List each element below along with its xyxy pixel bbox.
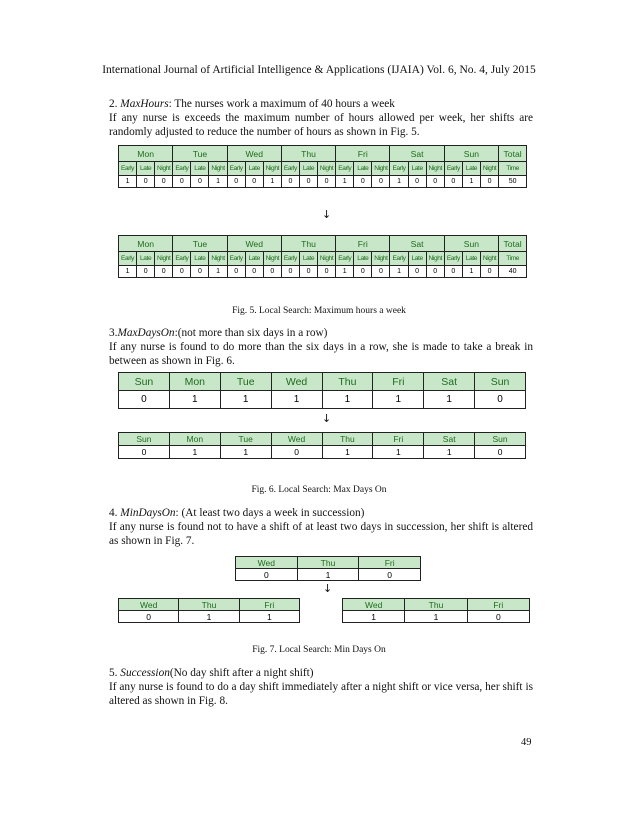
section-number: 3.	[109, 327, 118, 339]
shift-value: 0	[444, 266, 462, 278]
day-header: Fri	[359, 557, 421, 569]
day-header: Thu	[297, 557, 359, 569]
shift-header: Late	[354, 252, 372, 266]
shift-value: 0	[155, 176, 173, 188]
day-header: Fri	[373, 373, 424, 391]
total-header: Total	[499, 236, 527, 252]
section-mindayson	[109, 506, 533, 548]
section-name: MinDaysOn	[120, 507, 176, 519]
shift-header: Night	[209, 252, 227, 266]
day-header: Sun	[475, 433, 526, 446]
day-value: 1	[373, 391, 424, 409]
shift-header: Night	[426, 252, 444, 266]
shift-header: Night	[318, 252, 336, 266]
day-header: Thu	[322, 433, 373, 446]
time-header: Time	[499, 162, 527, 176]
day-value: 1	[169, 446, 220, 459]
shift-header: Late	[354, 162, 372, 176]
day-header: Wed	[227, 146, 281, 162]
day-header: Mon	[119, 146, 173, 162]
day-header: Tue	[220, 433, 271, 446]
shift-header: Night	[372, 252, 390, 266]
day-value: 1	[405, 611, 467, 623]
total-value: 50	[499, 176, 527, 188]
day-header: Sun	[119, 433, 170, 446]
day-value: 0	[475, 391, 526, 409]
shift-value: 0	[191, 176, 209, 188]
shift-header: Late	[137, 252, 155, 266]
day-header: Sun	[475, 373, 526, 391]
shift-value: 0	[354, 176, 372, 188]
day-header: Fri	[336, 236, 390, 252]
fig5-caption: Fig. 5. Local Search: Maximum hours a week	[232, 306, 406, 316]
day-header: Wed	[271, 433, 322, 446]
section-number: 5.	[109, 667, 121, 679]
section-number: 2.	[109, 98, 121, 110]
shift-header: Early	[173, 162, 191, 176]
day-header: Wed	[119, 599, 179, 611]
day-value: 0	[119, 611, 179, 623]
day-header: Thu	[281, 236, 335, 252]
shift-value: 0	[480, 176, 498, 188]
section-number: 4.	[109, 507, 121, 519]
shift-value: 0	[263, 266, 281, 278]
shift-value: 1	[336, 266, 354, 278]
shift-value: 0	[281, 176, 299, 188]
shift-header: Night	[318, 162, 336, 176]
shift-value: 1	[209, 176, 227, 188]
shift-value: 0	[191, 266, 209, 278]
day-header: Thu	[179, 599, 239, 611]
day-header: Wed	[343, 599, 405, 611]
fig7-arrow: ↓	[323, 582, 333, 595]
day-header: Sun	[444, 146, 498, 162]
shift-value: 0	[299, 176, 317, 188]
day-value: 1	[220, 446, 271, 459]
total-value: 40	[499, 266, 527, 278]
shift-header: Early	[444, 252, 462, 266]
shift-header: Late	[408, 162, 426, 176]
section-maxdayson-title	[109, 326, 533, 340]
shift-header: Late	[191, 162, 209, 176]
shift-value: 0	[173, 176, 191, 188]
section-maxdayson	[109, 326, 533, 368]
section-mindayson-title	[109, 506, 533, 520]
fig5-arrow: ↓	[322, 208, 332, 221]
shift-header: Night	[372, 162, 390, 176]
day-header: Wed	[236, 557, 298, 569]
day-value: 1	[239, 611, 299, 623]
shift-header: Early	[444, 162, 462, 176]
shift-value: 0	[245, 176, 263, 188]
day-header: Thu	[281, 146, 335, 162]
day-value: 0	[467, 611, 529, 623]
shift-value: 0	[354, 266, 372, 278]
shift-header: Early	[173, 252, 191, 266]
section-maxhours-body: If any nurse is exceeds the maximum number of hours allowed per week, her shifts are randomly adjusted to reduce the number of hours as shown in Fig. 5.	[109, 112, 533, 138]
day-value: 1	[179, 611, 239, 623]
shift-value: 0	[408, 266, 426, 278]
section-title-rest: : The nurses work a maximum of 40 hours a week	[168, 98, 395, 110]
shift-value: 1	[119, 266, 137, 278]
shift-value: 0	[281, 266, 299, 278]
day-value: 0	[271, 446, 322, 459]
shift-value: 0	[318, 266, 336, 278]
day-header: Sat	[390, 146, 444, 162]
fig5-table-before	[118, 145, 527, 188]
shift-header: Early	[336, 162, 354, 176]
shift-value: 0	[318, 176, 336, 188]
day-value: 1	[373, 446, 424, 459]
total-header: Total	[499, 146, 527, 162]
day-header: Fri	[239, 599, 299, 611]
shift-header: Early	[281, 162, 299, 176]
shift-value: 0	[299, 266, 317, 278]
day-value: 1	[322, 391, 373, 409]
day-header: Fri	[336, 146, 390, 162]
day-value: 1	[271, 391, 322, 409]
shift-header: Night	[263, 162, 281, 176]
day-header: Sat	[390, 236, 444, 252]
day-header: Sat	[424, 373, 475, 391]
shift-header: Night	[155, 252, 173, 266]
section-maxhours	[109, 97, 533, 139]
section-name: MaxHours	[120, 98, 169, 110]
shift-header: Early	[390, 252, 408, 266]
fig7-caption: Fig. 7. Local Search: Min Days On	[252, 645, 386, 655]
shift-value: 0	[372, 266, 390, 278]
day-value: 1	[322, 446, 373, 459]
shift-value: 1	[336, 176, 354, 188]
section-name: Succession	[120, 667, 170, 679]
page-number: 49	[521, 737, 532, 748]
shift-value: 1	[462, 176, 480, 188]
shift-value: 1	[119, 176, 137, 188]
shift-header: Late	[299, 162, 317, 176]
shift-value: 0	[227, 266, 245, 278]
day-header: Sat	[424, 433, 475, 446]
day-header: Mon	[119, 236, 173, 252]
day-value: 1	[220, 391, 271, 409]
fig6-arrow: ↓	[322, 412, 332, 425]
shift-header: Late	[245, 252, 263, 266]
shift-header: Late	[408, 252, 426, 266]
shift-header: Night	[155, 162, 173, 176]
shift-value: 0	[372, 176, 390, 188]
shift-value: 1	[390, 176, 408, 188]
day-header: Thu	[322, 373, 373, 391]
day-header: Fri	[467, 599, 529, 611]
section-name: MaxDaysOn	[117, 327, 175, 339]
time-header: Time	[499, 252, 527, 266]
shift-value: 1	[209, 266, 227, 278]
shift-value: 0	[227, 176, 245, 188]
shift-header: Late	[137, 162, 155, 176]
shift-value: 1	[462, 266, 480, 278]
day-header: Thu	[405, 599, 467, 611]
shift-header: Late	[462, 252, 480, 266]
shift-value: 0	[480, 266, 498, 278]
day-header: Wed	[271, 373, 322, 391]
shift-header: Night	[209, 162, 227, 176]
day-value: 1	[169, 391, 220, 409]
shift-header: Early	[227, 252, 245, 266]
shift-header: Early	[119, 162, 137, 176]
shift-header: Late	[462, 162, 480, 176]
day-header: Tue	[173, 146, 227, 162]
section-title-rest: (No day shift after a night shift)	[169, 667, 314, 679]
day-value: 1	[343, 611, 405, 623]
fig7-table-after-left	[118, 598, 300, 623]
shift-value: 0	[137, 176, 155, 188]
section-maxdayson-body: If any nurse is found to do more than the six days in a row, she is made to take a break in between as shown in Fig. 6.	[109, 341, 533, 367]
day-value: 1	[424, 446, 475, 459]
shift-value: 0	[155, 266, 173, 278]
section-maxhours-title	[109, 97, 533, 111]
shift-header: Late	[245, 162, 263, 176]
fig5-table-after	[118, 235, 527, 278]
section-succession-body: If any nurse is found to do a day shift immediately after a night shift or vice versa, her shift is altered as shown in Fig. 8.	[109, 681, 533, 707]
shift-header: Early	[281, 252, 299, 266]
shift-header: Night	[480, 162, 498, 176]
shift-header: Early	[119, 252, 137, 266]
day-value: 0	[236, 569, 298, 581]
day-header: Sun	[444, 236, 498, 252]
day-header: Tue	[173, 236, 227, 252]
day-value: 0	[119, 391, 170, 409]
day-value: 0	[475, 446, 526, 459]
shift-value: 1	[263, 176, 281, 188]
shift-value: 0	[245, 266, 263, 278]
shift-value: 1	[390, 266, 408, 278]
shift-header: Night	[263, 252, 281, 266]
day-header: Mon	[169, 433, 220, 446]
shift-header: Early	[390, 162, 408, 176]
fig7-table-after-right	[342, 598, 530, 623]
fig7-table-before	[235, 556, 421, 581]
section-succession	[109, 666, 533, 708]
shift-value: 0	[408, 176, 426, 188]
shift-header: Late	[191, 252, 209, 266]
day-value: 1	[297, 569, 359, 581]
fig6-caption: Fig. 6. Local Search: Max Days On	[251, 485, 387, 495]
day-header: Wed	[227, 236, 281, 252]
day-header: Tue	[220, 373, 271, 391]
section-title-rest: : (At least two days a week in succession)	[175, 507, 365, 519]
shift-header: Night	[480, 252, 498, 266]
day-header: Fri	[373, 433, 424, 446]
shift-header: Late	[299, 252, 317, 266]
shift-header: Early	[227, 162, 245, 176]
day-value: 1	[424, 391, 475, 409]
shift-value: 0	[173, 266, 191, 278]
day-header: Mon	[169, 373, 220, 391]
section-mindayson-body: If any nurse is found not to have a shift of at least two days in succession, her shift is altered as shown in Fig. 7.	[109, 521, 533, 547]
day-value: 0	[119, 446, 170, 459]
fig6-table-before	[118, 372, 526, 409]
day-value: 0	[359, 569, 421, 581]
shift-value: 0	[444, 176, 462, 188]
shift-value: 0	[426, 266, 444, 278]
section-title-rest: :(not more than six days in a row)	[174, 327, 328, 339]
fig6-table-after	[118, 432, 526, 459]
journal-header: International Journal of Artificial Intelligence & Applications (IJAIA) Vol. 6, No. 4, July 2015	[102, 64, 536, 76]
section-succession-title	[109, 666, 533, 680]
shift-header: Early	[336, 252, 354, 266]
shift-value: 0	[137, 266, 155, 278]
shift-value: 0	[426, 176, 444, 188]
shift-header: Night	[426, 162, 444, 176]
day-header: Sun	[119, 373, 170, 391]
